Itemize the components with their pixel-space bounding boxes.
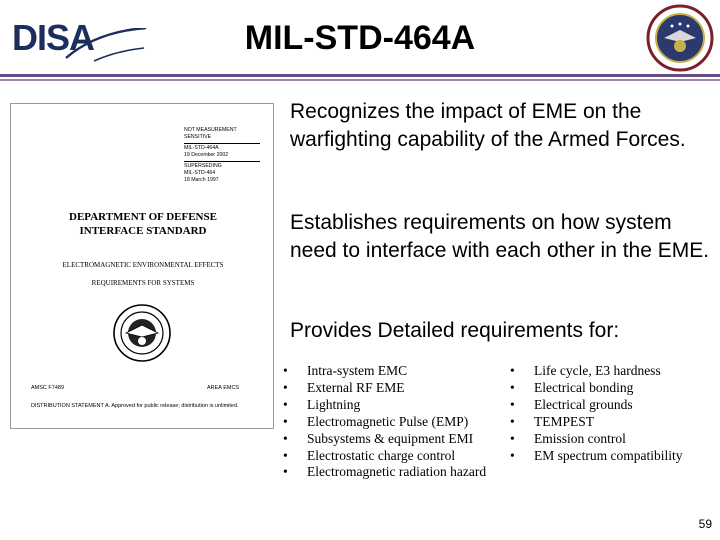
bullet-icon: • <box>510 396 515 412</box>
paragraph-detailed-requirements: Provides Detailed requirements for: <box>290 319 620 342</box>
doc-box-line: SUPERSEDING <box>184 163 222 169</box>
doc-amsc: AMSC F7489 <box>31 385 65 391</box>
doc-classification-box <box>184 127 260 184</box>
doc-distribution-statement: DISTRIBUTION STATEMENT A. Approved for public release; distribution is unlimited. <box>31 403 239 409</box>
bullet-icon: • <box>510 363 515 378</box>
list-item: • Electrical grounds <box>510 396 633 412</box>
doc-box-line: MIL-STD-464A <box>184 145 219 151</box>
bullet-icon: • <box>510 413 515 429</box>
list-item: • EM spectrum compatibility <box>510 447 683 463</box>
list-item: • Electrical bonding <box>510 379 634 395</box>
document-cover-thumbnail <box>10 103 274 429</box>
header-rule-thin <box>0 79 720 81</box>
list-item: • Emission control <box>510 430 626 446</box>
doc-subtitle-1: ELECTROMAGNETIC ENVIRONMENTAL EFFECTS <box>62 261 224 269</box>
bullet-icon: • <box>510 430 515 446</box>
doc-box-divider <box>184 143 260 144</box>
bullet-icon: • <box>283 396 288 412</box>
list-item: • Electrostatic charge control <box>283 447 456 463</box>
paragraph-eme-impact: Recognizes the impact of EME on the warfighting capability of the Armed Forces. <box>290 100 686 151</box>
list-item: • Life cycle, E3 hardness <box>510 363 661 378</box>
slide-title: MIL-STD-464A <box>244 19 476 57</box>
doc-area: AREA EMCS <box>207 385 240 391</box>
doc-box-line: 18 March 1997 <box>184 177 219 183</box>
bullet-icon: • <box>283 447 288 463</box>
doc-box-line: NOT MEASUREMENT <box>184 127 237 133</box>
bullet-icon: • <box>283 363 288 378</box>
requirements-list-left <box>283 363 486 481</box>
bullet-icon: • <box>510 447 515 463</box>
list-item: • Electromagnetic Pulse (EMP) <box>283 413 469 429</box>
list-item: • Intra-system EMC <box>283 363 408 378</box>
header-rule <box>0 74 720 77</box>
doc-box-divider <box>184 161 260 162</box>
dod-seal-icon <box>646 4 714 72</box>
doc-box-line: SENSITIVE <box>184 134 212 140</box>
bullet-icon: • <box>510 379 515 395</box>
bullet-icon: • <box>283 464 288 480</box>
doc-dept-line1: DEPARTMENT OF DEFENSE <box>69 211 217 223</box>
list-item: • Electromagnetic radiation hazard <box>283 464 487 480</box>
doc-subtitle-2: REQUIREMENTS FOR SYSTEMS <box>91 279 195 287</box>
bullet-icon: • <box>283 430 288 446</box>
page-number: 59 <box>698 517 712 531</box>
doc-department-heading <box>11 210 275 238</box>
doc-dept-line2: INTERFACE STANDARD <box>79 225 207 237</box>
doc-dod-seal-icon <box>112 303 172 363</box>
requirements-list-right <box>510 363 682 464</box>
bullet-icon: • <box>283 413 288 429</box>
list-item: • External RF EME <box>283 379 405 395</box>
paragraph-requirements: Establishes requirements on how system need to interface with each other in the EME. <box>290 211 710 262</box>
list-item: • TEMPEST <box>510 413 595 429</box>
doc-box-line: 19 December 2002 <box>184 152 229 158</box>
list-item: • Lightning <box>283 396 361 412</box>
list-item: • Subsystems & equipment EMI <box>283 430 474 446</box>
disa-logo-text: DISA <box>12 17 95 58</box>
bullet-icon: • <box>283 379 288 395</box>
doc-box-line: MIL-STD-464 <box>184 170 216 176</box>
